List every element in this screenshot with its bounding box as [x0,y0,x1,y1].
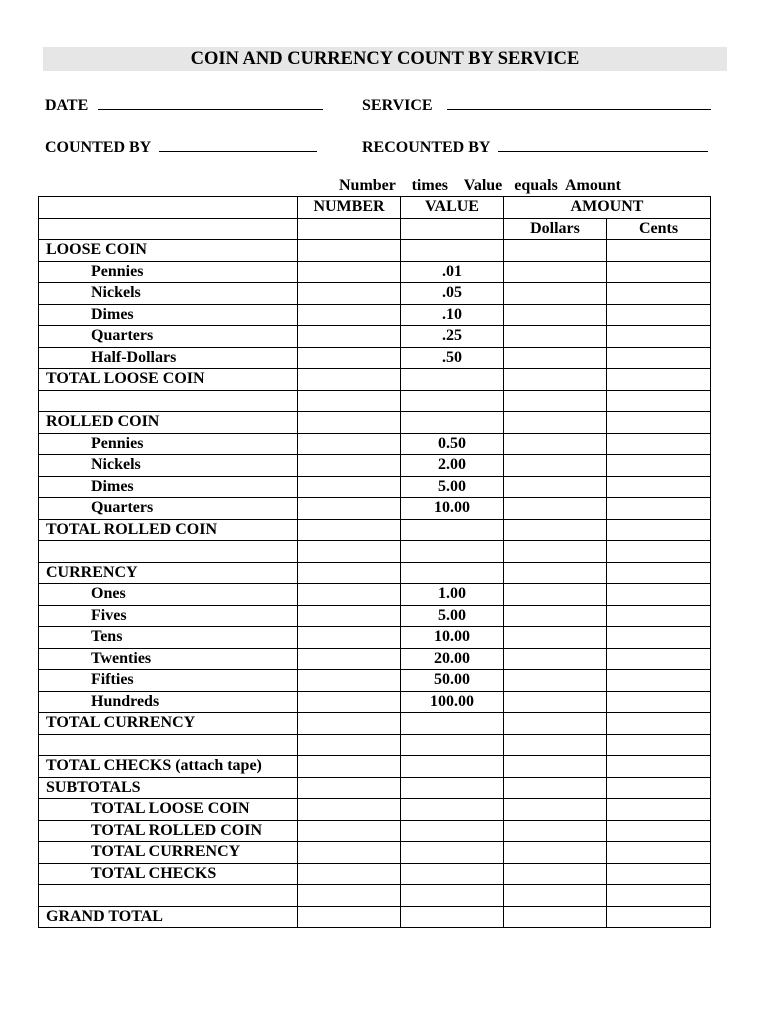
value-cell [401,756,504,778]
row-label: Pennies [39,261,298,283]
cents-cell[interactable] [607,433,711,455]
dollars-cell[interactable] [504,433,607,455]
row-label: CURRENCY [39,562,298,584]
value-cell [401,863,504,885]
number-cell[interactable] [298,863,401,885]
number-cell[interactable] [298,498,401,520]
cents-cell[interactable] [607,347,711,369]
dollars-cell[interactable] [504,584,607,606]
value-cell [401,713,504,735]
cents-cell[interactable] [607,842,711,864]
dollars-header: Dollars [504,218,607,240]
table-row [39,519,711,541]
row-label: TOTAL LOOSE COIN [39,799,298,821]
table-row [39,756,711,778]
date-field [45,94,323,115]
dollars-cell[interactable] [504,756,607,778]
table-row [39,476,711,498]
dollars-cell[interactable] [504,777,607,799]
dollars-cell[interactable] [504,476,607,498]
table-row [39,347,711,369]
value-cell: .05 [401,283,504,305]
counted-by-label: COUNTED BY [45,139,151,156]
cents-cell[interactable] [607,476,711,498]
row-label: Fives [39,605,298,627]
table-row [39,691,711,713]
number-header: NUMBER [298,197,401,219]
row-label: Quarters [39,498,298,520]
table-row [39,863,711,885]
cents-cell[interactable] [607,906,711,928]
cents-cell[interactable] [607,261,711,283]
value-cell [401,519,504,541]
dollars-cell[interactable] [504,541,607,563]
table-row [39,648,711,670]
value-cell: 10.00 [401,627,504,649]
service-input-line[interactable] [447,94,711,110]
number-cell[interactable] [298,347,401,369]
value-cell [401,842,504,864]
cents-cell[interactable] [607,627,711,649]
table-row [39,541,711,563]
row-label [39,390,298,412]
cents-cell[interactable] [607,648,711,670]
dollars-cell[interactable] [504,820,607,842]
table-row [39,498,711,520]
number-cell[interactable] [298,820,401,842]
number-cell[interactable] [298,455,401,477]
row-label: TOTAL LOOSE COIN [39,369,298,391]
value-cell [401,369,504,391]
cents-cell[interactable] [607,326,711,348]
table-row [39,906,711,928]
recounted-by-label: RECOUNTED BY [362,139,490,156]
row-label: LOOSE COIN [39,240,298,262]
cents-cell[interactable] [607,562,711,584]
row-label: Ones [39,584,298,606]
number-cell[interactable] [298,842,401,864]
table-row [39,777,711,799]
cents-cell[interactable] [607,412,711,434]
table-row [39,605,711,627]
dollars-cell[interactable] [504,627,607,649]
dollars-cell[interactable] [504,455,607,477]
cents-cell[interactable] [607,885,711,907]
header-blank [39,197,298,219]
row-label: Fifties [39,670,298,692]
value-cell [401,820,504,842]
row-label: TOTAL CHECKS (attach tape) [39,756,298,778]
row-label: Quarters [39,326,298,348]
dollars-cell[interactable] [504,283,607,305]
value-cell [401,799,504,821]
row-label: TOTAL ROLLED COIN [39,820,298,842]
value-cell [401,562,504,584]
value-cell: 2.00 [401,455,504,477]
value-cell [401,734,504,756]
cents-cell[interactable] [607,713,711,735]
number-cell[interactable] [298,412,401,434]
cents-cell[interactable] [607,541,711,563]
cents-cell[interactable] [607,240,711,262]
cents-cell[interactable] [607,605,711,627]
table-row [39,433,711,455]
row-label: Dimes [39,476,298,498]
cents-cell[interactable] [607,734,711,756]
number-cell[interactable] [298,283,401,305]
value-cell: 0.50 [401,433,504,455]
header-row [39,197,711,219]
cents-cell[interactable] [607,304,711,326]
table-row [39,283,711,305]
number-cell[interactable] [298,390,401,412]
value-cell [401,412,504,434]
table-row [39,326,711,348]
subheader-value-blank [401,218,504,240]
service-label: SERVICE [362,97,433,114]
value-header: VALUE [401,197,504,219]
number-cell[interactable] [298,627,401,649]
dollars-cell[interactable] [504,240,607,262]
number-cell[interactable] [298,605,401,627]
count-table [38,196,711,928]
cents-cell[interactable] [607,863,711,885]
cents-cell[interactable] [607,820,711,842]
row-label: GRAND TOTAL [39,906,298,928]
number-cell[interactable] [298,519,401,541]
value-cell [401,390,504,412]
dollars-cell[interactable] [504,713,607,735]
value-cell [401,240,504,262]
cents-header: Cents [607,218,711,240]
formula-caption: Number times Value equals Amount [339,177,621,194]
table-row [39,713,711,735]
table-row [39,240,711,262]
value-cell: 20.00 [401,648,504,670]
dollars-cell[interactable] [504,261,607,283]
row-label: Pennies [39,433,298,455]
value-cell: .25 [401,326,504,348]
row-label: TOTAL CURRENCY [39,713,298,735]
dollars-cell[interactable] [504,412,607,434]
table-row [39,369,711,391]
value-cell [401,885,504,907]
value-cell: 5.00 [401,605,504,627]
dollars-cell[interactable] [504,390,607,412]
number-cell[interactable] [298,261,401,283]
number-cell[interactable] [298,304,401,326]
cents-cell[interactable] [607,691,711,713]
dollars-cell[interactable] [504,519,607,541]
row-label: Nickels [39,283,298,305]
value-cell: .10 [401,304,504,326]
dollars-cell[interactable] [504,648,607,670]
dollars-cell[interactable] [504,605,607,627]
number-cell[interactable] [298,541,401,563]
table-row [39,670,711,692]
number-cell[interactable] [298,713,401,735]
value-cell: .01 [401,261,504,283]
table-row [39,799,711,821]
value-cell: 50.00 [401,670,504,692]
table-row [39,304,711,326]
table-row [39,412,711,434]
dollars-cell[interactable] [504,691,607,713]
number-cell[interactable] [298,584,401,606]
row-label: Nickels [39,455,298,477]
counted-by-input-line[interactable] [159,136,317,152]
table-row [39,734,711,756]
date-input-line[interactable] [98,94,323,110]
subheader-blank [39,218,298,240]
row-label [39,541,298,563]
number-cell[interactable] [298,885,401,907]
table-row [39,584,711,606]
cents-cell[interactable] [607,283,711,305]
table-row [39,390,711,412]
number-cell[interactable] [298,240,401,262]
recounted-by-field [362,136,708,157]
subheader-row [39,218,711,240]
dollars-cell[interactable] [504,799,607,821]
row-label: Twenties [39,648,298,670]
value-cell: .50 [401,347,504,369]
date-label: DATE [45,97,89,114]
row-label: TOTAL ROLLED COIN [39,519,298,541]
number-cell[interactable] [298,476,401,498]
dollars-cell[interactable] [504,842,607,864]
dollars-cell[interactable] [504,347,607,369]
dollars-cell[interactable] [504,906,607,928]
row-label [39,885,298,907]
table-row [39,885,711,907]
row-label: TOTAL CHECKS [39,863,298,885]
number-cell[interactable] [298,734,401,756]
number-cell[interactable] [298,756,401,778]
number-cell[interactable] [298,670,401,692]
value-cell: 5.00 [401,476,504,498]
row-label [39,734,298,756]
table-row [39,455,711,477]
number-cell[interactable] [298,799,401,821]
amount-header: AMOUNT [504,197,711,219]
row-label: SUBTOTALS [39,777,298,799]
number-cell[interactable] [298,648,401,670]
number-cell[interactable] [298,777,401,799]
number-cell[interactable] [298,562,401,584]
row-label: Dimes [39,304,298,326]
dollars-cell[interactable] [504,304,607,326]
dollars-cell[interactable] [504,369,607,391]
recounted-by-input-line[interactable] [498,136,708,152]
value-cell: 1.00 [401,584,504,606]
dollars-cell[interactable] [504,734,607,756]
number-cell[interactable] [298,326,401,348]
number-cell[interactable] [298,369,401,391]
row-label: Half-Dollars [39,347,298,369]
value-cell [401,777,504,799]
value-cell: 10.00 [401,498,504,520]
table-row [39,820,711,842]
row-label: Hundreds [39,691,298,713]
number-cell[interactable] [298,433,401,455]
dollars-cell[interactable] [504,863,607,885]
counted-by-field [45,136,317,157]
table-row [39,562,711,584]
table-row [39,842,711,864]
dollars-cell[interactable] [504,885,607,907]
table-row [39,261,711,283]
value-cell [401,541,504,563]
cents-cell[interactable] [607,799,711,821]
cents-cell[interactable] [607,670,711,692]
number-cell[interactable] [298,906,401,928]
cents-cell[interactable] [607,756,711,778]
value-cell [401,906,504,928]
cents-cell[interactable] [607,390,711,412]
cents-cell[interactable] [607,498,711,520]
cents-cell[interactable] [607,584,711,606]
cents-cell[interactable] [607,777,711,799]
service-field [362,94,711,115]
dollars-cell[interactable] [504,498,607,520]
value-cell: 100.00 [401,691,504,713]
dollars-cell[interactable] [504,670,607,692]
subheader-number-blank [298,218,401,240]
cents-cell[interactable] [607,455,711,477]
number-cell[interactable] [298,691,401,713]
row-label: ROLLED COIN [39,412,298,434]
cents-cell[interactable] [607,519,711,541]
table-row [39,627,711,649]
row-label: Tens [39,627,298,649]
dollars-cell[interactable] [504,326,607,348]
row-label: TOTAL CURRENCY [39,842,298,864]
cents-cell[interactable] [607,369,711,391]
form-title: COIN AND CURRENCY COUNT BY SERVICE [43,47,727,71]
dollars-cell[interactable] [504,562,607,584]
